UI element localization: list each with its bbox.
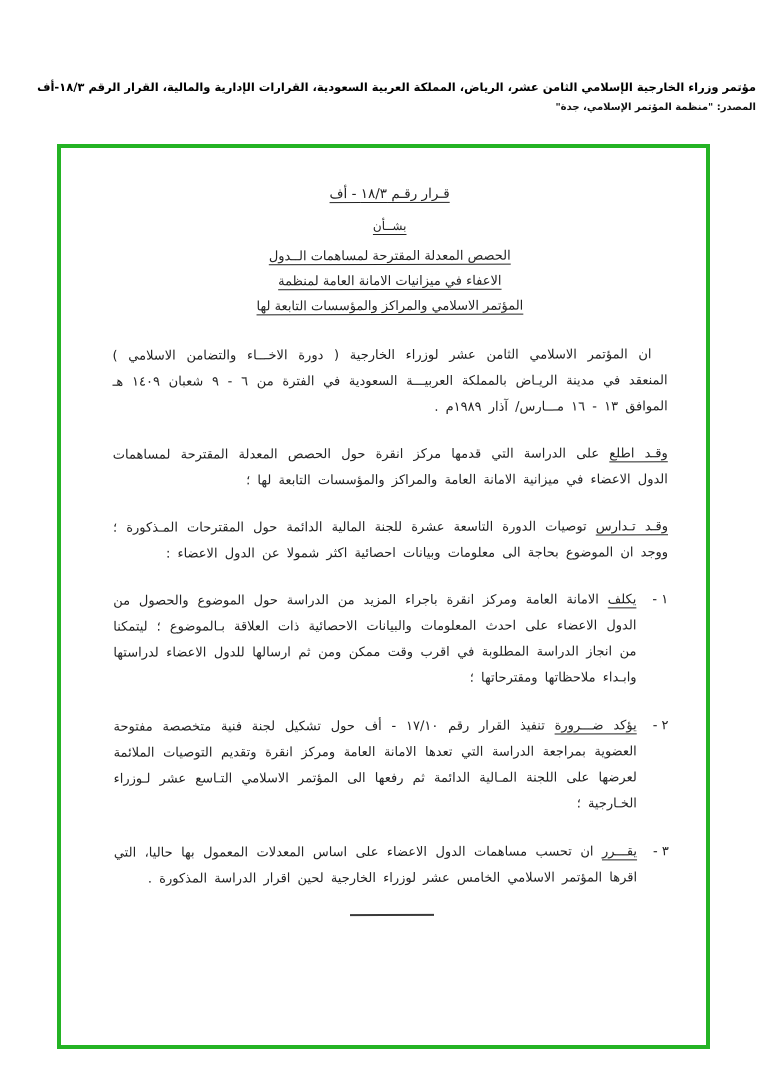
- decision-title-text-3: المؤتمر الاسلامي والمراكز والمؤسسات التابعة لها: [256, 298, 524, 315]
- item-2-body: [113, 713, 636, 818]
- document-citation-header: مؤتمر وزراء الخارجية الإسلامي الثامن عشر، الرياض، المملكة العربية السعودية، القرارات الإدارية والمالية، القرار الرقم ١٨/٣-أف: [37, 80, 756, 94]
- item-2-lead: يؤكد ضـــرورة: [554, 718, 637, 734]
- scanned-page-frame: [57, 144, 710, 1049]
- resolution-item-2: [113, 713, 668, 818]
- decision-title-line-1: [112, 243, 667, 269]
- item-3-body: [114, 839, 637, 892]
- decision-title-text-1: الحصص المعدلة المقترحة لمساهمات الــدول: [268, 248, 511, 265]
- deliberated-recommendations-clause: [113, 514, 668, 567]
- decision-number-line: [112, 181, 667, 207]
- item-1-text: الامانة العامة ومركز انقرة باجراء المزيد من الدراسة حول الموضوع والحصول من الدول الاعضاء على احدث المعلومات والبيانات الاحصائية ذات العلاقة بـالموضوع ؛ ليتمكنا من انجاز الدراسة المطلوبة في اقرب وقت ممكن ومن ثم ارسالها للدول الاعضاء لدراستها وابـداء ملاحظاتها ومقترحاتها ؛: [113, 592, 637, 686]
- reviewed-clause-text: على الدراسة التي قدمها مركز انقرة حول الحصص المعدلة المقترحة لمساهمات الدول الاعضاء في ميزانية الامانة العامة والمراكز والمؤسسات التابعة لها ؛: [112, 446, 668, 489]
- resolution-item-3: [114, 839, 669, 892]
- item-1-number: ١ -: [652, 592, 669, 608]
- regarding-line: [112, 213, 667, 239]
- item-1-lead: يكلف: [607, 592, 637, 608]
- document-source-line: المصدر: "منظمة المؤتمر الإسلامي، جدة": [555, 102, 756, 113]
- decision-title-text-2: الاعفاء في ميزانيات الامانة العامة لمنظمة: [278, 273, 502, 290]
- item-1-body: [113, 587, 636, 692]
- item-3-number: ٣ -: [653, 844, 669, 860]
- item-3-text: ان تحسب مساهمات الدول الاعضاء على اساس المعدلات المعمول بها حاليا، التي اقرها المؤتمر الاسلامي الخامس عشر لوزراء الخارجية لحين اقرار الدراسة المذكورة .: [113, 844, 638, 887]
- decision-number: قـرار رقـم ١٨/٣ - أف: [329, 185, 450, 203]
- regarding-word: بشــأن: [372, 218, 407, 234]
- item-3-lead: يقـــرر: [601, 844, 638, 860]
- end-divider-line: [350, 914, 434, 916]
- scan-content: [60, 147, 707, 917]
- decision-title-line-2: [112, 268, 667, 294]
- resolution-item-1: [113, 587, 668, 692]
- deliberated-clause-text: توصيات الدورة التاسعة عشرة للجنة المالية الدائمة حول المقترحات المـذكورة ؛ ووجد ان الموضوع بحاجة الى معلومات وبيانات احصائية اكثر شمولا عن الدول الاعضاء :: [112, 519, 669, 562]
- decision-title-block: [112, 181, 667, 319]
- item-2-text: تنفيذ القرار رقم ١٧/١٠ - أف حول تشكيل لجنة فنية متخصصة مفتوحة العضوية بمراجعة الدراسة التي تعدها الامانة العامة ومركز انقرة وتقديم التوصيات الملائمة لعرضها على اللجنة المـالية الدائمة ثم رفعها الى المؤتمر الاسلامي التـاسع عشر لـوزراء الخـارجية ؛: [113, 718, 637, 812]
- decision-title-line-3: [112, 293, 667, 319]
- reviewed-study-clause: [113, 441, 668, 494]
- item-2-number: ٢ -: [652, 718, 669, 734]
- deliberated-clause-lead: وقـد تـدارس: [595, 519, 669, 535]
- reviewed-clause-lead: وقـد اطلع: [609, 446, 668, 462]
- preamble-paragraph: ان المؤتمر الاسلامي الثامن عشر لوزراء الخارجية ( دورة الاخـــاء والتضامن الاسلامي ) المنعقد في مدينة الريـاض بالمملكة العربيـــة السعودية في الفترة من ٦ - ٩ شعبان ١٤٠٩ هـ الموافق ١٣ - ١٦ مـــارس/ آذار ١٩٨٩م .: [112, 347, 668, 415]
